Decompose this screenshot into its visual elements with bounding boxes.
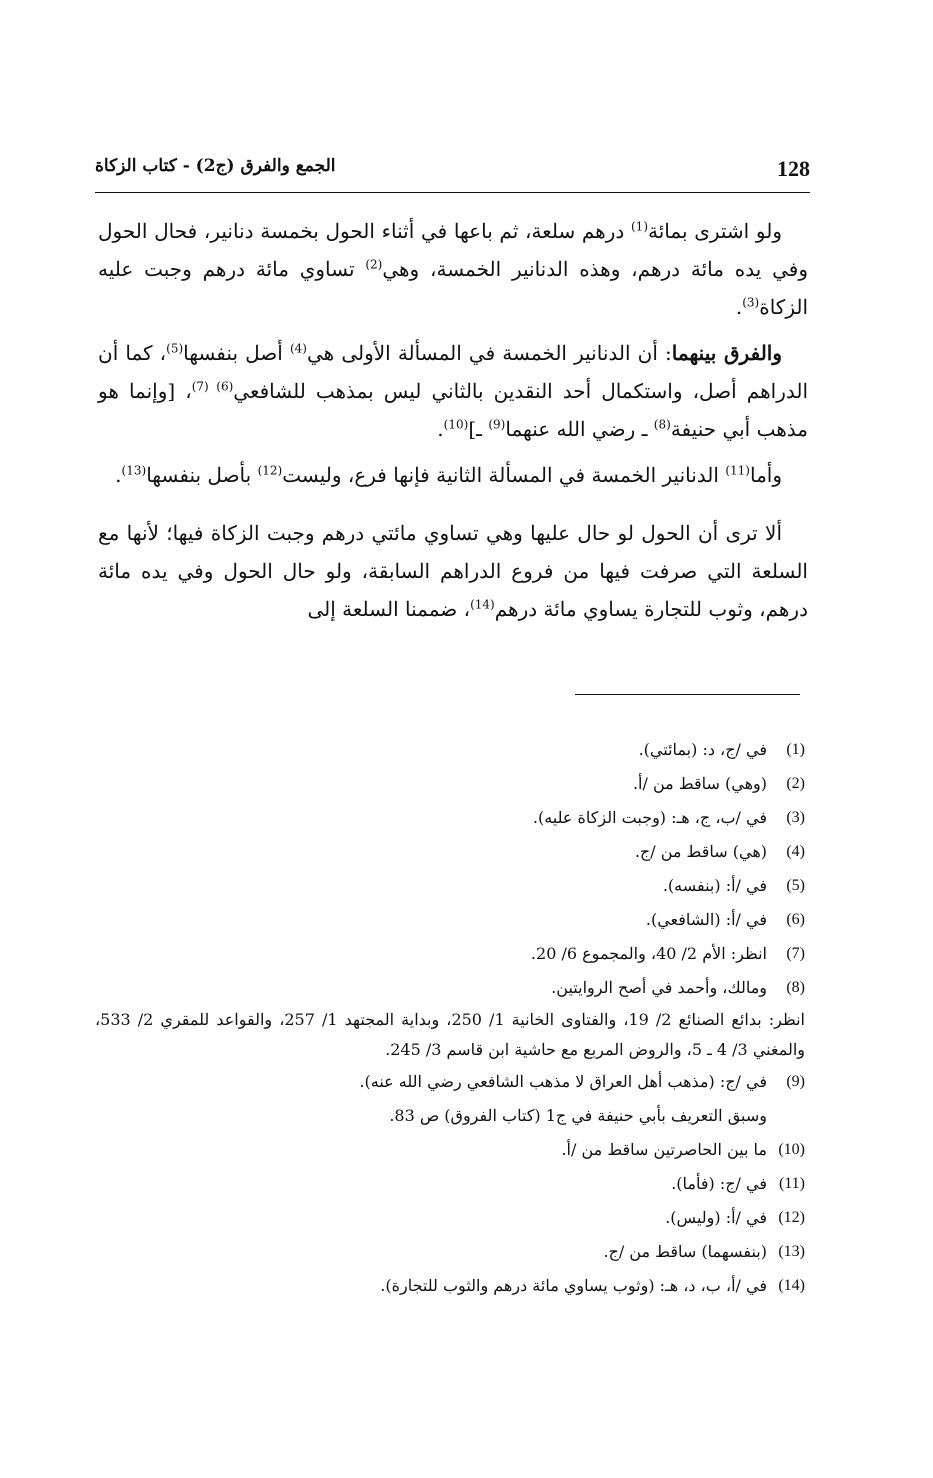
footnote-text: (وهي) ساقط من /أ.: [632, 774, 767, 793]
footnote-ref-13: (13): [121, 463, 147, 478]
footnote-text: ومالك، وأحمد في أصح الروايتين.: [551, 978, 767, 997]
page-header: [95, 150, 810, 190]
footnotes: [95, 733, 805, 1303]
footnote-number: (3): [786, 809, 805, 826]
footnote-text: انظر: الأم 2/ 40، والمجموع 6/ 20.: [530, 944, 767, 963]
footnote: [95, 1065, 805, 1099]
footnote-text: في /ج، د: (بمائتي).: [638, 740, 767, 759]
footnote: [95, 801, 805, 835]
footnote: [95, 937, 805, 971]
footnote-text: (هي) ساقط من /ج.: [634, 842, 767, 861]
footnote-text: في /أ: (الشافعي).: [645, 910, 767, 929]
footnote-number: (5): [786, 877, 805, 894]
footnote-ref-5: (5): [166, 341, 184, 356]
footnote-text: في /أ، ب، د، هـ: (وثوب يساوي مائة درهم والثوب للتجارة).: [380, 1276, 767, 1295]
footnote: [95, 767, 805, 801]
footnote-number: (4): [786, 843, 805, 860]
footnote-number: (6): [786, 911, 805, 928]
footnote-ref-10: (10): [443, 417, 469, 432]
footnote-text: ما بين الحاصرتين ساقط من /أ.: [561, 1140, 767, 1159]
footnote: [95, 1167, 805, 1201]
footnote-continuation: وسبق التعريف بأبي حنيفة في ج1 (كتاب الفروق) ص 83.: [389, 1106, 767, 1125]
paragraph-lead: والفرق بينهما: [671, 341, 783, 365]
footnote-number: (7): [786, 945, 805, 962]
footnote-text: في /ج: (فأما).: [671, 1174, 767, 1193]
footnote-text: (بنفسهما) ساقط من /ج.: [603, 1242, 767, 1261]
header-divider: [95, 192, 810, 193]
footnote-number: (14): [778, 1277, 805, 1294]
footnote-number: (1): [786, 741, 805, 758]
footnote-text: في /أ: (وليس).: [665, 1208, 767, 1227]
footnote-ref-1: (1): [630, 219, 648, 234]
paragraph-2: والفرق بينهما: أن الدنانير الخمسة في المسألة الأولى هي$^{(4)}$ أصل بنفسها$^{(5)}$، كما أن الدراهم أصل، واستكمال أحد النقدين بالثاني ليس بمذهب للشافعي$^{(6)}$ $^{(7)}$، [وإنما هو مذهب أبي حنيفة$^{(8)}$ ـ رضي الله عنهما$^{(9)}$ ـ]$^{(10)}$.: [98, 341, 809, 441]
footnote-number: (2): [786, 775, 805, 792]
footnote: [95, 903, 805, 937]
footnote-ref-3: (3): [742, 295, 760, 310]
footnote: [95, 1133, 805, 1167]
footnote-ref-12: (12): [257, 463, 283, 478]
paragraph-3: وأما$^{(11)}$ الدنانير الخمسة في المسألة الثانية فإنها فرع، وليست$^{(12)}$ بأصل بنفسها$^{(13)}$.: [115, 463, 782, 487]
footnote-number: (8): [786, 979, 805, 996]
footnote: [95, 869, 805, 903]
footnote-ref-11: (11): [725, 463, 750, 478]
main-text: [98, 212, 808, 636]
footnote: [95, 835, 805, 869]
paragraph-4: ألا ترى أن الحول لو حال عليها وهي تساوي مائتي درهم وجبت الزكاة فيها؛ لأنها مع السلعة التي صرفت فيها من فروع الدراهم السابقة، ولو حال الحول وفي يده مائة درهم، وثوب للتجارة يساوي مائة درهم$^{(14)}$، ضممنا السلعة إلى: [98, 521, 808, 621]
footnote: [95, 733, 805, 767]
paragraph-1: ولو اشترى بمائة$^{(1)}$ درهم سلعة، ثم باعها في أثناء الحول بخمسة دنانير، فحال الحول وفي يده مائة درهم، وهذه الدنانير الخمسة، وهي$^{(2)}$ تساوي مائة درهم وجبت عليه الزكاة$^{(3)}$.: [98, 219, 808, 319]
footnote-ref-7: (7): [191, 379, 217, 394]
footnote: [95, 971, 805, 1005]
footnote-number: (10): [778, 1141, 805, 1158]
page-number: 128: [777, 156, 810, 181]
footnote-number: (13): [778, 1243, 805, 1260]
footnote-ref-8: (8): [653, 417, 671, 432]
footnote-number: (12): [778, 1209, 805, 1226]
footnote-number: (9): [786, 1073, 805, 1090]
footnote-continuation: انظر: بدائع الصنائع 2/ 19، والفتاوى الخانية 1/ 250، وبداية المجتهد 1/ 257، والقواعد للمقري 2/ 533، والمغني 3/ 4 ـ 5، والروض المربع مع حاشية ابن قاسم 3/ 245.: [95, 1010, 805, 1059]
footnote-text: في /ج: (مذهب أهل العراق لا مذهب الشافعي رضي الله عنه).: [359, 1072, 767, 1091]
footnote: [95, 1201, 805, 1235]
footnote-ref-2: (2): [365, 257, 383, 272]
footnote-ref-14: (14): [470, 597, 495, 612]
footnote-ref-4: (4): [289, 341, 307, 356]
footnote-text: في /ب، ج، هـ: (وجبت الزكاة عليه).: [532, 808, 767, 827]
footnote-number: (11): [778, 1175, 805, 1192]
running-title: الجمع والفرق (ج2) - كتاب الزكاة: [95, 156, 336, 176]
footnote-text: في /أ: (بنفسه).: [662, 876, 767, 895]
footnote-ref-9: (9): [488, 417, 506, 432]
footnote-ref-6: (6): [216, 379, 234, 394]
footnote: [95, 1269, 805, 1303]
footnote-divider: [575, 694, 800, 695]
footnote: [95, 1235, 805, 1269]
